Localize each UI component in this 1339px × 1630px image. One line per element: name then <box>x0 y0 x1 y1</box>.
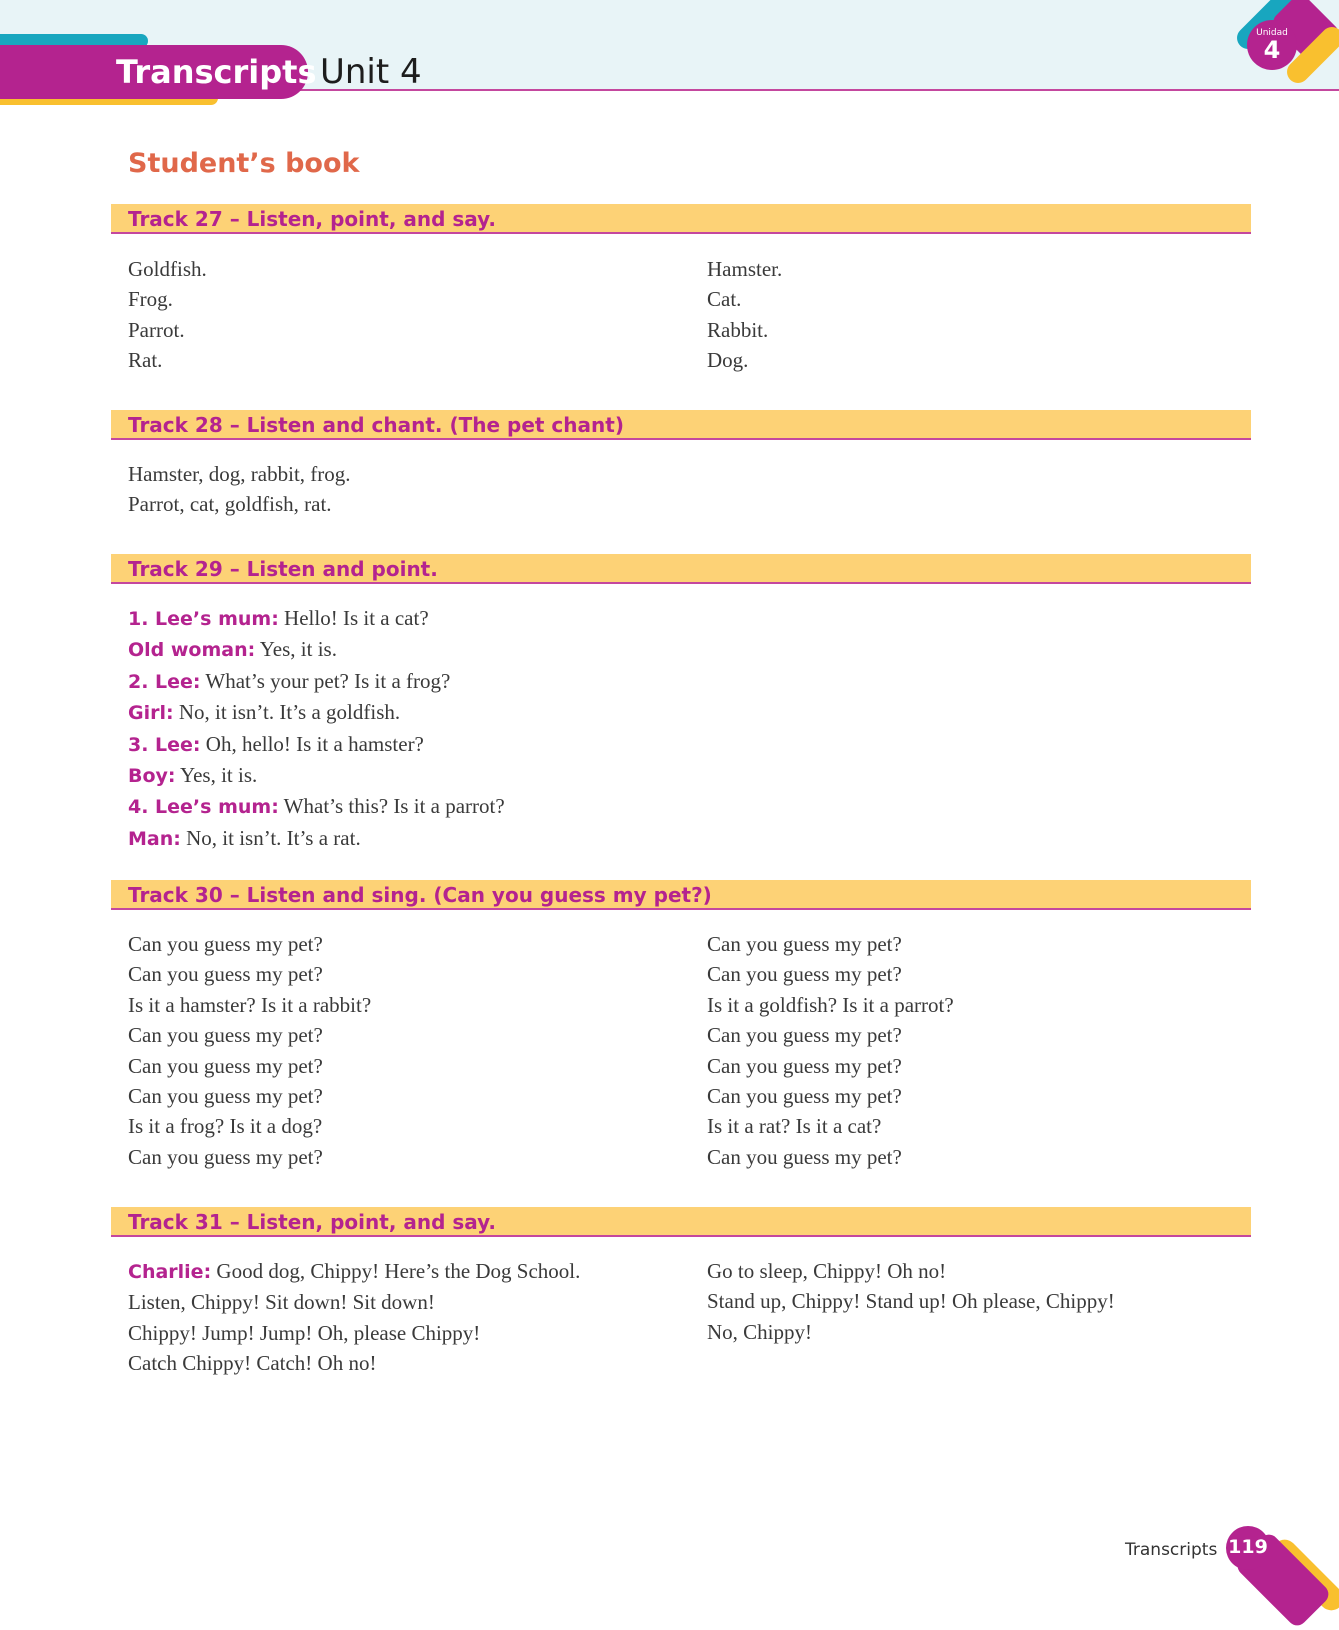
speaker-label: Girl: <box>128 702 174 725</box>
track-31-left-column <box>128 1256 580 1379</box>
list-item: Dog. <box>707 348 749 373</box>
track-heading: Track 27 – Listen, point, and say. <box>128 207 496 231</box>
dialogue-text: Oh, hello! Is it a hamster? <box>205 731 424 756</box>
dialogue-text: No, it isn’t. It’s a goldfish. <box>178 700 401 725</box>
unit-badge-label: Unidad <box>1256 28 1288 38</box>
list-item: Stand up, Chippy! Stand up! Oh please, Chippy! <box>707 1289 1115 1314</box>
speaker-label: 1. Lee’s mum: <box>128 608 279 630</box>
track-30-left-column <box>128 929 371 1172</box>
track-heading: Track 28 – Listen and chant. (The pet chant) <box>128 413 624 437</box>
list-item: Listen, Chippy! Sit down! Sit down! <box>128 1290 435 1315</box>
list-item: Can you guess my pet? <box>128 1023 323 1048</box>
dialogue-text: Hello! Is it a cat? <box>284 606 429 630</box>
list-item: Hamster, dog, rabbit, frog. <box>128 462 351 486</box>
unit-title: Unit 4 <box>320 52 422 92</box>
dialogue-line <box>128 1256 580 1287</box>
list-item: Parrot, cat, goldfish, rat. <box>128 492 332 517</box>
list-item: Is it a rat? Is it a cat? <box>707 1114 882 1139</box>
list-item: Goldfish. <box>128 257 207 281</box>
list-item: Is it a hamster? Is it a rabbit? <box>128 992 372 1017</box>
header-title-label: Transcripts <box>116 53 317 91</box>
dialogue-line <box>128 697 505 728</box>
list-item: Is it a frog? Is it a dog? <box>128 1114 323 1139</box>
speaker-label: 3. Lee: <box>128 733 201 756</box>
unit-badge <box>1247 20 1297 70</box>
speaker-label: Man: <box>128 827 181 850</box>
list-item: Hamster. <box>707 257 783 281</box>
speaker-label: Boy: <box>128 765 176 788</box>
list-item: Frog. <box>128 287 173 312</box>
list-item: Can you guess my pet? <box>707 932 902 956</box>
list-item: Can you guess my pet? <box>707 962 902 987</box>
track-28-column <box>128 459 351 520</box>
list-item: Can you guess my pet? <box>707 1084 902 1109</box>
list-item: No, Chippy! <box>707 1319 812 1344</box>
list-item: Can you guess my pet? <box>707 1053 902 1078</box>
section-title: Student’s book <box>128 148 360 179</box>
dialogue-text: What’s your pet? Is it a frog? <box>205 668 451 693</box>
dialogue-line <box>128 760 505 791</box>
track-29-header <box>111 554 1251 584</box>
track-27-header <box>111 204 1251 234</box>
track-30-right-column <box>707 929 954 1172</box>
page-number-badge: 119 <box>1226 1526 1270 1570</box>
speaker-label: 4. Lee’s mum: <box>128 796 279 819</box>
dialogue-text: No, it isn’t. It’s a rat. <box>186 825 361 850</box>
track-29-dialogue <box>128 603 505 854</box>
list-item: Catch Chippy! Catch! Oh no! <box>128 1351 377 1376</box>
dialogue-line <box>128 791 505 822</box>
speaker-label: Old woman: <box>128 639 256 662</box>
track-31-header <box>111 1207 1251 1237</box>
list-item: Rabbit. <box>707 317 769 342</box>
dialogue-line <box>128 823 505 854</box>
dialogue-text: Good dog, Chippy! Here’s the Dog School. <box>216 1259 581 1283</box>
list-item: Can you guess my pet? <box>128 962 323 987</box>
list-item: Can you guess my pet? <box>128 1084 323 1109</box>
list-item: Can you guess my pet? <box>128 1053 323 1078</box>
list-item: Can you guess my pet? <box>128 1144 323 1169</box>
speaker-label: 2. Lee: <box>128 670 201 693</box>
track-30-header <box>111 880 1251 910</box>
list-item: Can you guess my pet? <box>707 1144 902 1169</box>
dialogue-line <box>128 729 505 760</box>
speaker-label: Charlie: <box>128 1261 212 1283</box>
list-item: Can you guess my pet? <box>128 932 323 956</box>
track-27-right-column <box>707 254 782 376</box>
dialogue-line <box>128 634 505 665</box>
dialogue-line <box>128 666 505 697</box>
track-31-right-column <box>707 1256 1115 1347</box>
list-item: Rat. <box>128 348 163 373</box>
footer-label: Transcripts <box>1125 1540 1218 1560</box>
list-item: Can you guess my pet? <box>707 1023 902 1048</box>
list-item: Chippy! Jump! Jump! Oh, please Chippy! <box>128 1320 481 1345</box>
dialogue-text: Yes, it is. <box>180 763 258 788</box>
dialogue-line <box>128 603 505 634</box>
list-item: Is it a goldfish? Is it a parrot? <box>707 992 954 1017</box>
track-heading: Track 29 – Listen and point. <box>128 557 438 581</box>
unit-badge-number: 4 <box>1263 36 1281 64</box>
list-item: Cat. <box>707 287 742 312</box>
dialogue-text: What’s this? Is it a parrot? <box>283 794 505 819</box>
track-28-header <box>111 410 1251 440</box>
list-item: Go to sleep, Chippy! Oh no! <box>707 1259 947 1283</box>
track-heading: Track 30 – Listen and sing. (Can you guess my pet?) <box>128 883 712 907</box>
track-heading: Track 31 – Listen, point, and say. <box>128 1210 496 1234</box>
header-rule <box>300 89 1339 91</box>
track-27-left-column <box>128 254 207 376</box>
list-item: Parrot. <box>128 317 185 342</box>
dialogue-text: Yes, it is. <box>259 637 337 662</box>
